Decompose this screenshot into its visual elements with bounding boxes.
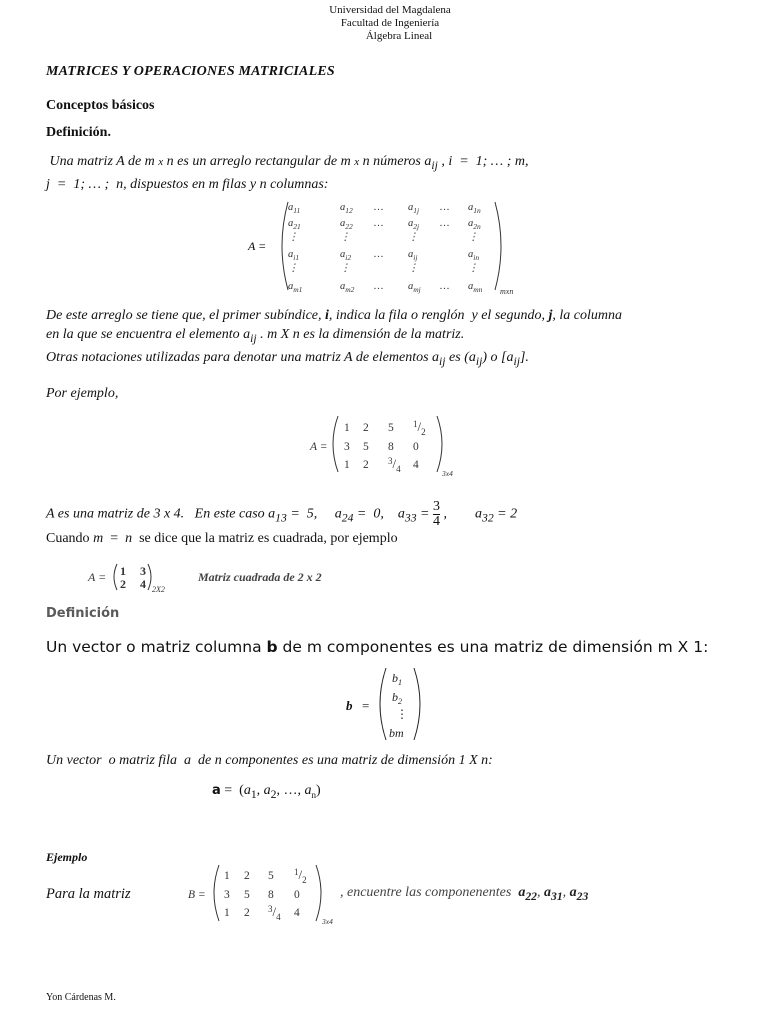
faculty-name: Facultad de Ingeniería (340, 17, 440, 29)
matrix-entry: ⋮ (340, 232, 351, 243)
right-paren (495, 202, 501, 290)
matrix-entry: $^1/_2$ (413, 419, 426, 437)
column-vector-label: b (346, 698, 353, 713)
university-name: Universidad del Magdalena (329, 4, 451, 16)
column-vector-sentence: Un vector o matriz columna b de m componentes es una matriz de dimensión m X 1: (46, 638, 709, 656)
definition-text (46, 152, 529, 194)
matrix-entry: 1 (344, 422, 350, 434)
vector-entry: ⋮ (396, 707, 408, 721)
matrix-entry: $^3/_4$ (388, 456, 401, 474)
matrix-entry: 5 (268, 870, 274, 882)
vector-entry: $b_2$ (392, 690, 402, 706)
matrix-entry: 2 (363, 459, 369, 471)
general-matrix-subscript: mxn (500, 287, 514, 296)
matrix-entry: 4 (140, 577, 146, 591)
matrix-entry: $a_{ij}$ (408, 249, 418, 262)
notation-line-2: en la que se encuentra el elemento $a_{ij}$ . m X n es la dimensión de la matriz. (46, 327, 465, 345)
general-matrix-label: A = (248, 239, 267, 253)
square-matrix-label: A = (88, 570, 107, 584)
matrix-entry: $a_{22}$ (340, 218, 353, 231)
example2-matrix-subscript: 3x4 (322, 917, 333, 926)
matrix-entry: ⋮ (288, 232, 299, 243)
matrix-entry: … (440, 218, 450, 229)
right-paren (316, 865, 321, 921)
matrix-entry: ⋮ (288, 263, 299, 274)
matrix-entry: 5 (388, 422, 394, 434)
matrix-entry: 3 (344, 441, 350, 453)
notation-line-1: De este arreglo se tiene que, el primer subíndice, i, indica la fila o renglón y el segundo, j, la columna (46, 308, 622, 323)
svg-text:=: = (362, 698, 370, 713)
matrix-entry: $a_{1n}$ (468, 202, 481, 215)
paragraph-notation (46, 306, 622, 371)
matrix-entry: $a_{i2}$ (340, 249, 352, 262)
right-paren (437, 416, 442, 472)
document-title: MATRICES Y OPERACIONES MATRICIALES (46, 64, 335, 79)
matrix-entry: 8 (268, 889, 274, 901)
matrix-entry: 3 (224, 889, 230, 901)
square-matrix-subscript: 2X2 (152, 585, 165, 594)
matrix-entry: $a_{2n}$ (468, 218, 481, 231)
matrix-entry: … (440, 202, 450, 213)
matrix-entry: $a_{mn}$ (468, 281, 483, 294)
por-ejemplo-label: Por ejemplo, (46, 386, 119, 401)
right-paren (148, 564, 151, 590)
general-matrix (240, 196, 560, 298)
matrix-entry: $a_{m1}$ (288, 281, 303, 294)
left-paren (333, 416, 338, 472)
example2-matrix-label: B = (188, 889, 206, 901)
matrix-entry: 4 (413, 459, 419, 471)
matrix-entry: $a_{2j}$ (408, 218, 420, 231)
row-vector-sentence: Un vector o matriz fila a de n componentes es una matriz de dimensión 1 X n: (46, 753, 493, 768)
example-matrix-subscript: 3x4 (442, 469, 453, 478)
matrix-entry: … (440, 281, 450, 292)
matrix-entry: … (374, 202, 384, 213)
square-sentence: Cuando m = n se dice que la matriz es cuadrada, por ejemplo (46, 531, 398, 546)
example-matrix-label: A = (310, 441, 328, 453)
row-vector: $a = (a_1$, $a_2$, …, $a_n$) (212, 783, 321, 801)
matrix-entry: 2 (244, 907, 250, 919)
matrix-entry: 1 (120, 564, 126, 578)
matrix-entry: $a_{i1}$ (288, 249, 300, 262)
example2-matrix (182, 860, 342, 928)
vector-entry: bm (389, 726, 404, 740)
footer-author: Yon Cárdenas M. (46, 992, 116, 1003)
matrix-entry: ⋮ (408, 232, 419, 243)
course-name: Álgebra Lineal (365, 30, 433, 42)
matrix-entry: 2 (120, 577, 126, 591)
document-header (0, 4, 768, 43)
definition-line-1: Una matriz A de m x n es un arreglo rectangular de m x n números $a_{ij}$ , i = 1; … ; m, (46, 154, 529, 172)
example-sentence: A es una matriz de 3 x 4. En este caso $a_{13} = 5$, $a_{24} = 0$, $a_{33}$ = $\frac{3}{4}$ , $a_{32} = 2$ (46, 499, 518, 529)
matrix-entry: 3 (140, 564, 146, 578)
matrix-entry: 1 (224, 907, 230, 919)
definition-heading: Definición. (46, 125, 111, 140)
matrix-entry: 1 (224, 870, 230, 882)
square-matrix (86, 560, 386, 598)
left-paren (380, 668, 386, 740)
square-matrix-caption: Matriz cuadrada de 2 x 2 (198, 570, 322, 584)
right-paren (414, 668, 420, 740)
matrix-entry: $a_{1j}$ (408, 202, 420, 215)
matrix-entry: 0 (413, 441, 419, 453)
matrix-entry: 8 (388, 441, 394, 453)
matrix-entry: 1 (344, 459, 350, 471)
matrix-entry: $a_{in}$ (468, 249, 480, 262)
matrix-entry: … (374, 218, 384, 229)
left-paren (214, 865, 219, 921)
matrix-entry: 0 (294, 889, 300, 901)
example-matrix (300, 412, 470, 478)
section-heading: Conceptos básicos (46, 98, 155, 113)
matrix-entry: $^3/_4$ (268, 904, 281, 922)
left-paren (282, 202, 288, 290)
para-la-matriz-label: Para la matriz (46, 886, 131, 902)
definition-line-2: j = 1; … ; n, dispuestos en m filas y n columnas: (46, 176, 329, 192)
matrix-entry: $a_{m2}$ (340, 281, 355, 294)
example2-question: , encuentre las componenentes $a_{22}$, $a_{31}$, $a_{23}$ (340, 885, 589, 903)
matrix-entry: ⋮ (408, 263, 419, 274)
left-paren (114, 564, 117, 590)
matrix-entry: $a_{11}$ (288, 202, 301, 215)
matrix-entry: $a_{21}$ (288, 218, 301, 231)
matrix-entry: 5 (244, 889, 250, 901)
definition-heading-2: Definición (46, 606, 120, 621)
ejemplo-heading: Ejemplo (46, 850, 88, 864)
matrix-entry: 4 (294, 907, 300, 919)
matrix-entry: … (374, 281, 384, 292)
matrix-entry: 5 (363, 441, 369, 453)
matrix-entry: ⋮ (340, 263, 351, 274)
matrix-entry: … (374, 249, 384, 260)
matrix-entry: ⋮ (468, 263, 479, 274)
matrix-entry: $a_{12}$ (340, 202, 353, 215)
column-vector (340, 664, 440, 744)
matrix-entry: 2 (363, 422, 369, 434)
notation-line-3: Otras notaciones utilizadas para denotar una matriz A de elementos $a_{ij}$ es $(a_{ij})$ o $[a_{ij}]$. (46, 349, 529, 368)
matrix-entry: 2 (244, 870, 250, 882)
matrix-entry: $^1/_2$ (294, 867, 307, 885)
vector-entry: $b_1$ (392, 671, 402, 687)
matrix-entry: $a_{mj}$ (408, 281, 421, 294)
matrix-entry: ⋮ (468, 232, 479, 243)
